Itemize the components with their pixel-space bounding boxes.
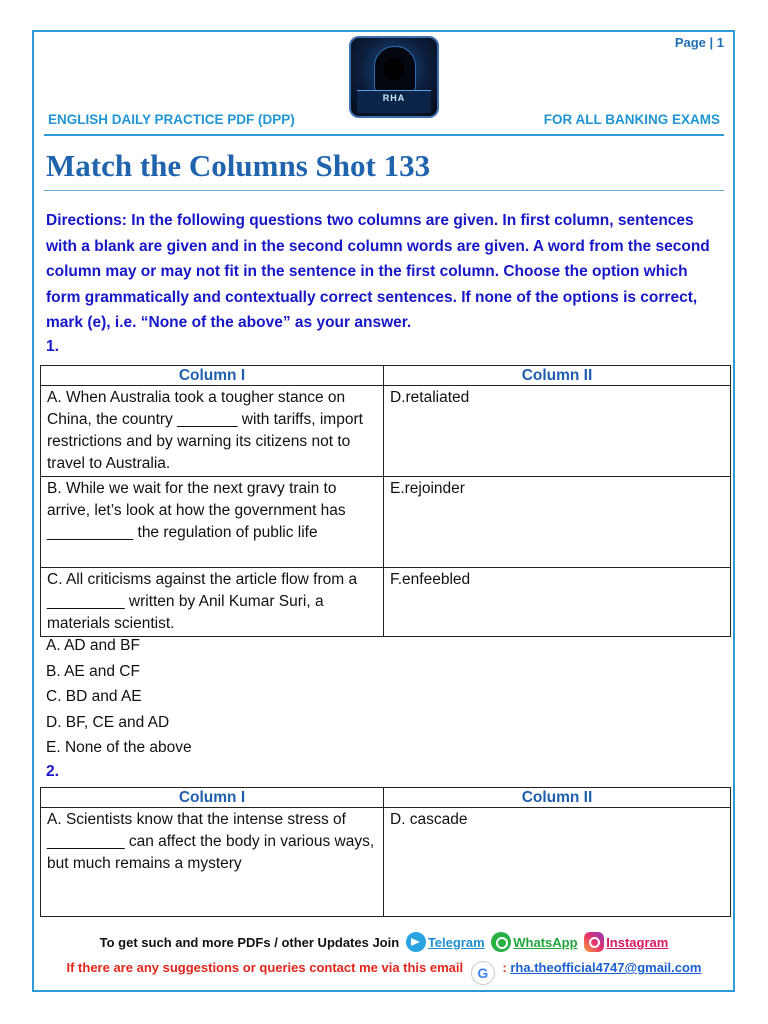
table-row bbox=[41, 477, 731, 568]
telegram-icon[interactable] bbox=[406, 932, 426, 952]
page-number: Page | 1 bbox=[674, 35, 724, 50]
question-2-table bbox=[40, 787, 731, 917]
email-link[interactable]: rha.theofficial4747@gmail.com bbox=[510, 960, 702, 975]
question-1-number: 1. bbox=[46, 338, 59, 355]
column-1-cell: C. All criticisms against the article flow from a _________ written by Anil Kumar Suri, a materials scientist. bbox=[41, 568, 384, 637]
option-e: E. None of the above bbox=[46, 739, 192, 757]
contact-text: If there are any suggestions or queries contact me via this email bbox=[66, 960, 464, 975]
table-row bbox=[41, 568, 731, 637]
column-2-header: Column II bbox=[384, 788, 731, 808]
title-divider bbox=[44, 190, 724, 191]
column-2-cell: E.rejoinder bbox=[384, 477, 731, 568]
header-divider bbox=[44, 134, 724, 136]
option-c: C. BD and AE bbox=[46, 688, 142, 706]
column-2-cell: D. cascade bbox=[384, 808, 731, 917]
option-a: A. AD and BF bbox=[46, 637, 140, 654]
column-2-cell: F.enfeebled bbox=[384, 568, 731, 637]
directions: Directions: In the following questions two columns are given. In first column, sentences with a blank are given and in the second column words are given. A word from the second column may or may not fit in the sentence in the first column. Choose the option which form grammatically and contextually correct sentences. If none of the options is correct, mark (e), i.e. “None of the above” as your answer. bbox=[46, 212, 710, 331]
page-title: Match the Columns Shot 133 bbox=[46, 148, 431, 183]
footer-contact bbox=[0, 960, 768, 985]
column-1-cell: A. Scientists know that the intense stress of _________ can affect the body in various ways, but much remains a mystery bbox=[41, 808, 384, 917]
google-icon: G bbox=[471, 961, 495, 985]
column-1-cell: B. While we wait for the next gravy train to arrive, let’s look at how the government has __________ the regulation of public life bbox=[41, 477, 384, 568]
table-row bbox=[41, 386, 731, 477]
option-d: D. BF, CE and AD bbox=[46, 713, 170, 731]
column-2-header: Column II bbox=[384, 366, 731, 386]
whatsapp-link[interactable]: WhatsApp bbox=[513, 935, 578, 950]
question-1-table bbox=[40, 365, 731, 637]
column-2-cell: D.retaliated bbox=[384, 386, 731, 477]
header-right: FOR ALL BANKING EXAMS bbox=[543, 112, 720, 127]
logo-text: RHA bbox=[382, 93, 406, 103]
question-1-options bbox=[46, 633, 192, 761]
column-1-cell: A. When Australia took a tougher stance on China, the country _______ with tariffs, import restrictions and by warning its citizens not to travel to Australia. bbox=[41, 386, 384, 477]
column-1-header: Column I bbox=[41, 366, 384, 386]
whatsapp-icon[interactable] bbox=[491, 932, 511, 952]
header-left: ENGLISH DAILY PRACTICE PDF (DPP) bbox=[48, 112, 295, 127]
email-separator: : bbox=[502, 960, 507, 975]
telegram-link[interactable]: Telegram bbox=[427, 935, 485, 950]
join-text: To get such and more PDFs / other Updates Join bbox=[99, 935, 400, 950]
instagram-icon[interactable] bbox=[584, 932, 604, 952]
logo bbox=[349, 36, 439, 118]
instagram-link[interactable]: Instagram bbox=[606, 935, 669, 950]
footer-join bbox=[0, 932, 768, 952]
option-b: B. AE and CF bbox=[46, 662, 140, 680]
question-2-number: 2. bbox=[46, 763, 59, 780]
table-row bbox=[41, 808, 731, 917]
column-1-header: Column I bbox=[41, 788, 384, 808]
